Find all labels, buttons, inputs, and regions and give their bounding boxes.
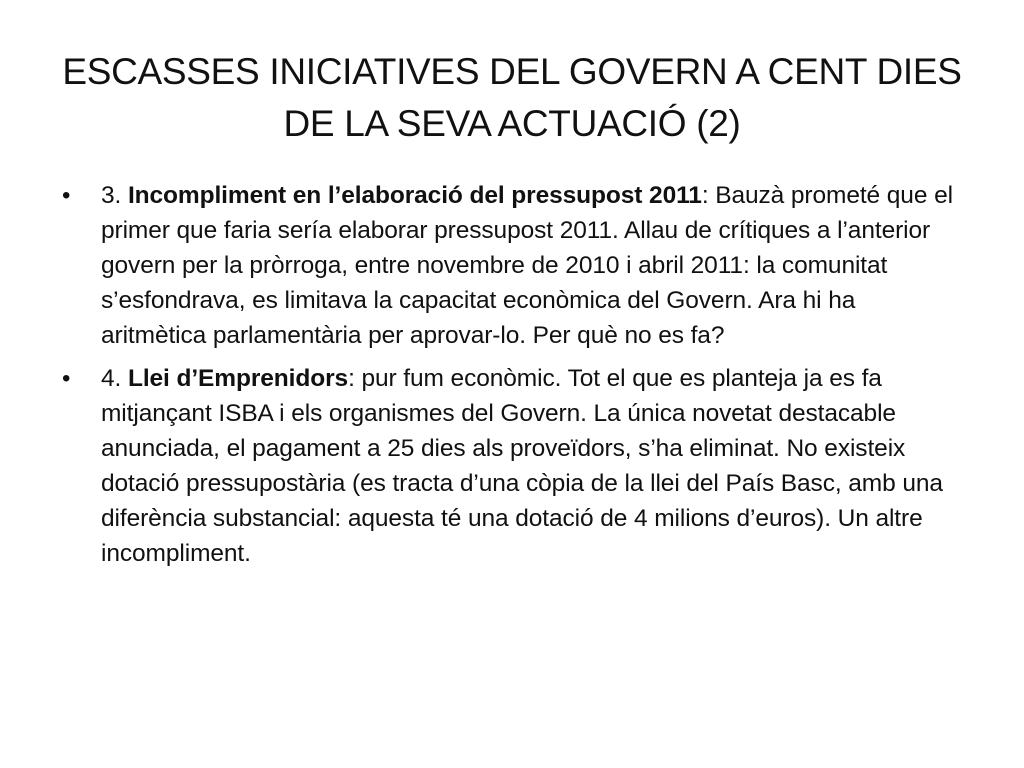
title-line-2: DE LA SEVA ACTUACIÓ (2) [283,103,741,144]
bullet-list [60,178,960,579]
item-heading: Llei d’Emprenidors [127,365,349,392]
bullet-icon: • [62,182,71,209]
list-item [60,178,960,353]
item-number: 4. [101,365,128,392]
list-item [60,361,960,571]
bullet-icon: • [62,365,71,392]
slide-title [40,46,984,150]
item-body: : pur fum econòmic. Tot el que es planteja ja es fa mitjançant ISBA i els organismes del Govern. La única novetat destacable anunciada, el pagament a 25 dies als proveïdors, s’ha eliminat. No existeix dotació pressupostària (es tracta d’una còpia de la llei del País Basc, amb una diferència substancial: aquesta té una dotació de 4 milions d’euros). Un altre incompliment. [101,365,943,567]
item-number: 3. [101,182,128,209]
item-body: : Bauzà prometé que el primer que faria sería elaborar pressupost 2011. Allau de crítiques a l’anterior govern per la pròrroga, entre novembre de 2010 i abril 2011: la comunitat s’esfondrava, es limitava la capacitat econòmica del Govern. Ara hi ha aritmètica parlamentària per aprovar-lo. Per què no es fa? [101,182,953,349]
title-line-1: ESCASSES INICIATIVES DEL GOVERN A CENT DIES [62,51,962,92]
item-heading: Incompliment en l’elaboració del pressupost 2011 [127,182,702,209]
